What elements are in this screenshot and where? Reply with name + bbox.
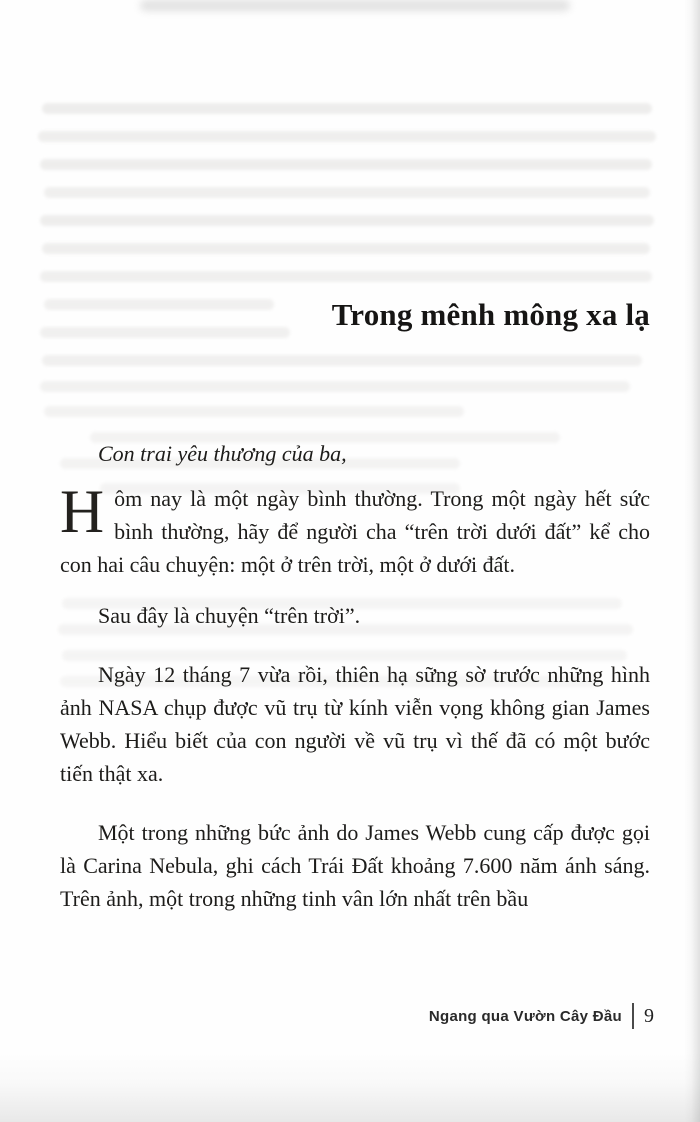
page-footer (429, 1000, 654, 1032)
page-edge-shadow-right (684, 0, 700, 1122)
paragraph: Một trong những bức ảnh do James Webb cung cấp được gọi là Carina Nebula, ghi cách Trái Đất khoảng 7.600 năm ánh sáng. Trên ảnh, một trong những tinh vân lớn nhất trên bầu (60, 820, 650, 911)
bleedthrough-line (38, 131, 656, 142)
running-title: Ngang qua Vườn Cây Đầu (428, 1007, 622, 1025)
page-content (60, 297, 650, 933)
page-edge-shadow-bottom (0, 1052, 700, 1122)
salutation-line: Con trai yêu thương của ba, (98, 441, 347, 466)
bleedthrough-line (42, 243, 650, 254)
page-number: 9 (644, 1004, 654, 1027)
paragraph (60, 479, 650, 581)
chapter-title: Trong mênh mông xa lạ (331, 297, 650, 332)
bleedthrough-line (44, 187, 650, 198)
dropcap-letter: H (60, 479, 105, 546)
paragraph: Sau đây là chuyện “trên trời”. (98, 603, 361, 628)
paragraph-text: ôm nay là một ngày bình thường. Trong một ngày hết sức bình thường, hãy để người cha “trên trời dưới đất” kể cho con hai câu chuyện: một ở trên trời, một ở dưới đất. (60, 486, 650, 577)
bleedthrough-line (42, 103, 652, 114)
scan-smudge (140, 0, 570, 11)
bleedthrough-line (40, 215, 654, 226)
paragraph: Ngày 12 tháng 7 vừa rồi, thiên hạ sững sờ trước những hình ảnh NASA chụp được vũ trụ từ kính viễn vọng không gian James Webb. Hiểu biết của con người về vũ trụ vì thế đã có một bước tiến thật xa. (60, 662, 650, 786)
bleedthrough-line (40, 159, 652, 170)
bleedthrough-line (40, 271, 652, 282)
footer-divider (632, 1003, 634, 1029)
